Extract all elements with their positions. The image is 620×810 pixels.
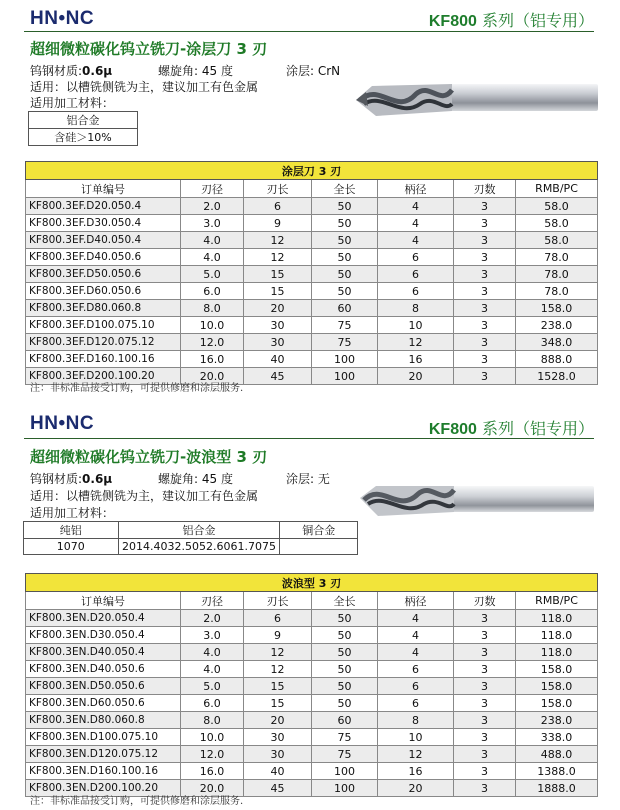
table-cell: 50: [312, 215, 378, 232]
table-row: [26, 661, 598, 678]
table-cell: 3: [454, 368, 516, 385]
col-header: RMB/PC: [516, 592, 598, 610]
table-cell: 100: [312, 763, 378, 780]
table-cell: 1888.0: [516, 780, 598, 797]
order-code-cell: KF800.3EF.D200.100.20: [26, 368, 181, 385]
table-cell: 50: [312, 198, 378, 215]
order-code-cell: KF800.3EN.D80.060.8: [26, 712, 181, 729]
col-header: 刃径: [181, 180, 244, 198]
table-cell: 100: [312, 368, 378, 385]
table-cell: 5.0: [181, 266, 244, 283]
table-cell: 10: [378, 317, 454, 334]
material-header: 铝合金: [118, 522, 280, 539]
table-cell: 3: [454, 232, 516, 249]
table-cell: 12: [244, 644, 312, 661]
table-cell: 10.0: [181, 317, 244, 334]
table-cell: 15: [244, 283, 312, 300]
order-code-cell: KF800.3EN.D20.050.4: [26, 610, 181, 627]
col-header: 订单编号: [26, 592, 181, 610]
series-code: KF800: [428, 421, 477, 438]
table-cell: 4: [378, 610, 454, 627]
table-cell: 45: [244, 780, 312, 797]
spec-applicable: 适用加工材料：: [30, 506, 115, 520]
section-coated: [0, 0, 620, 400]
table-cell: 50: [312, 644, 378, 661]
table-cell: 20: [378, 780, 454, 797]
series-label: [429, 416, 594, 439]
series-code: KF800: [428, 13, 477, 30]
table-cell: 30: [244, 729, 312, 746]
material-table: [23, 521, 358, 555]
table-cell: 3: [454, 300, 516, 317]
table-cell: 4.0: [181, 249, 244, 266]
table-cell: 12: [378, 746, 454, 763]
table-cell: 888.0: [516, 351, 598, 368]
table-cell: 3: [454, 334, 516, 351]
spec-material: 钨钢材质:0.6μ: [30, 64, 113, 78]
col-header: 刃长: [244, 180, 312, 198]
table-cell: 50: [312, 610, 378, 627]
end-mill-image: [358, 474, 598, 526]
table-cell: 348.0: [516, 334, 598, 351]
material-table: [28, 111, 138, 146]
brand-logo: HN•NC: [30, 413, 95, 434]
table-cell: 3: [454, 351, 516, 368]
table-row: [26, 198, 598, 215]
brand-logo: HN•NC: [30, 8, 95, 29]
section-wave: [0, 404, 620, 810]
end-mill-image: [352, 70, 602, 128]
order-code-cell: KF800.3EN.D120.075.12: [26, 746, 181, 763]
product-table: [25, 573, 598, 797]
table-cell: 20.0: [181, 368, 244, 385]
table-cell: 238.0: [516, 317, 598, 334]
table-cell: 3: [454, 678, 516, 695]
table-cell: 60: [312, 300, 378, 317]
table-cell: 3: [454, 610, 516, 627]
table-row: [26, 627, 598, 644]
table-cell: 158.0: [516, 300, 598, 317]
table-cell: 78.0: [516, 283, 598, 300]
table-cell: 3: [454, 729, 516, 746]
order-code-cell: KF800.3EN.D60.050.6: [26, 695, 181, 712]
table-cell: 6: [378, 678, 454, 695]
table-cell: 3: [454, 283, 516, 300]
table-cell: 50: [312, 627, 378, 644]
table-cell: 75: [312, 729, 378, 746]
table-cell: 20: [244, 712, 312, 729]
table-caption: 波浪型 3 刃: [26, 574, 598, 592]
col-header: 柄径: [378, 180, 454, 198]
table-cell: 2.0: [181, 610, 244, 627]
order-code-cell: KF800.3EN.D200.100.20: [26, 780, 181, 797]
col-header: 全长: [312, 592, 378, 610]
table-cell: 3: [454, 215, 516, 232]
table-cell: 50: [312, 678, 378, 695]
table-cell: 4.0: [181, 661, 244, 678]
table-cell: 3: [454, 249, 516, 266]
table-cell: 4: [378, 232, 454, 249]
table-cell: 15: [244, 678, 312, 695]
table-row: [26, 746, 598, 763]
material-header: 纯铝: [24, 522, 119, 539]
table-cell: 3: [454, 266, 516, 283]
table-row: [26, 729, 598, 746]
footnote: 注：非标准品接受订购，可提供修磨和涂层服务.: [30, 796, 244, 807]
table-row: [26, 712, 598, 729]
table-row: [26, 610, 598, 627]
table-cell: 6.0: [181, 283, 244, 300]
table-cell: 6: [378, 695, 454, 712]
table-cell: 4.0: [181, 232, 244, 249]
spec-coating: 涂层: CrN: [286, 64, 341, 78]
material-header: 铝合金: [29, 112, 138, 129]
table-cell: 8: [378, 712, 454, 729]
table-cell: 12.0: [181, 334, 244, 351]
table-cell: 78.0: [516, 266, 598, 283]
table-cell: 75: [312, 334, 378, 351]
divider: [24, 31, 594, 32]
table-cell: 12.0: [181, 746, 244, 763]
table-cell: 60: [312, 712, 378, 729]
table-cell: 6: [378, 266, 454, 283]
table-cell: 3: [454, 661, 516, 678]
table-cell: 50: [312, 232, 378, 249]
table-cell: 4.0: [181, 644, 244, 661]
table-cell: 12: [244, 232, 312, 249]
table-row: [26, 763, 598, 780]
table-cell: 488.0: [516, 746, 598, 763]
product-title: 超细微粒碳化钨立铣刀-波浪型 3 刃: [30, 448, 268, 466]
table-cell: 3: [454, 763, 516, 780]
table-row: [26, 283, 598, 300]
table-cell: 8: [378, 300, 454, 317]
material-value: 含硅＞10%: [29, 129, 138, 146]
table-cell: 20.0: [181, 780, 244, 797]
table-cell: 50: [312, 266, 378, 283]
table-row: [26, 317, 598, 334]
material-value: 2014.4032.5052.6061.7075: [118, 539, 280, 555]
table-cell: 3: [454, 712, 516, 729]
table-row: [26, 232, 598, 249]
material-header: 铜合金: [280, 522, 358, 539]
table-cell: 16.0: [181, 763, 244, 780]
table-cell: 158.0: [516, 661, 598, 678]
table-row: [26, 644, 598, 661]
table-cell: 100: [312, 351, 378, 368]
table-cell: 1528.0: [516, 368, 598, 385]
table-cell: 6: [378, 283, 454, 300]
table-cell: 50: [312, 695, 378, 712]
spec-applicable: 适用加工材料：: [30, 96, 115, 110]
table-cell: 6: [244, 610, 312, 627]
table-cell: 58.0: [516, 215, 598, 232]
spec-material: 钨钢材质:0.6μ: [30, 472, 113, 486]
table-cell: 3.0: [181, 627, 244, 644]
order-code-cell: KF800.3EN.D100.075.10: [26, 729, 181, 746]
order-code-cell: KF800.3EN.D40.050.4: [26, 644, 181, 661]
table-row: [26, 266, 598, 283]
col-header: 刃数: [454, 180, 516, 198]
order-code-cell: KF800.3EN.D40.050.6: [26, 661, 181, 678]
col-header: 柄径: [378, 592, 454, 610]
order-code-cell: KF800.3EF.D20.050.4: [26, 198, 181, 215]
table-cell: 3: [454, 746, 516, 763]
product-table: [25, 161, 598, 385]
table-cell: 10.0: [181, 729, 244, 746]
col-header: 订单编号: [26, 180, 181, 198]
table-cell: 5.0: [181, 678, 244, 695]
table-cell: 12: [244, 249, 312, 266]
order-code-cell: KF800.3EF.D100.075.10: [26, 317, 181, 334]
table-cell: 8.0: [181, 300, 244, 317]
table-cell: 118.0: [516, 644, 598, 661]
table-cell: 20: [244, 300, 312, 317]
series-suffix: 系列（铝专用）: [476, 419, 594, 438]
spec-helix: 螺旋角: 45 度: [158, 472, 233, 486]
spec-helix: 螺旋角: 45 度: [158, 64, 233, 78]
table-cell: 58.0: [516, 198, 598, 215]
table-cell: 3: [454, 198, 516, 215]
table-caption: 涂层刀 3 刃: [26, 162, 598, 180]
table-cell: 338.0: [516, 729, 598, 746]
order-code-cell: KF800.3EN.D160.100.16: [26, 763, 181, 780]
table-cell: 75: [312, 746, 378, 763]
divider: [24, 438, 594, 439]
table-cell: 30: [244, 317, 312, 334]
table-cell: 15: [244, 266, 312, 283]
order-code-cell: KF800.3EF.D80.060.8: [26, 300, 181, 317]
table-row: [26, 215, 598, 232]
table-cell: 9: [244, 627, 312, 644]
table-cell: 3.0: [181, 215, 244, 232]
table-cell: 8.0: [181, 712, 244, 729]
col-header: 全长: [312, 180, 378, 198]
table-cell: 2.0: [181, 198, 244, 215]
table-cell: 3: [454, 627, 516, 644]
order-code-cell: KF800.3EF.D160.100.16: [26, 351, 181, 368]
table-cell: 158.0: [516, 678, 598, 695]
table-cell: 20: [378, 368, 454, 385]
table-cell: 16: [378, 351, 454, 368]
table-cell: 15: [244, 695, 312, 712]
table-row: [26, 249, 598, 266]
table-cell: 4: [378, 644, 454, 661]
order-code-cell: KF800.3EF.D120.075.12: [26, 334, 181, 351]
table-cell: 30: [244, 746, 312, 763]
table-cell: 118.0: [516, 610, 598, 627]
table-cell: 3: [454, 644, 516, 661]
table-cell: 12: [378, 334, 454, 351]
order-code-cell: KF800.3EF.D50.050.6: [26, 266, 181, 283]
table-cell: 158.0: [516, 695, 598, 712]
table-row: [26, 300, 598, 317]
table-cell: 4: [378, 215, 454, 232]
footnote: 注：非标准品接受订购，可提供修磨和涂层服务.: [30, 383, 244, 394]
table-cell: 6: [378, 249, 454, 266]
table-cell: 16: [378, 763, 454, 780]
col-header: RMB/PC: [516, 180, 598, 198]
table-cell: 6: [378, 661, 454, 678]
table-cell: 4: [378, 627, 454, 644]
spec-coating: 涂层: 无: [286, 472, 330, 486]
series-suffix: 系列（铝专用）: [476, 11, 594, 30]
material-value: 1070: [24, 539, 119, 555]
table-cell: 45: [244, 368, 312, 385]
order-code-cell: KF800.3EN.D50.050.6: [26, 678, 181, 695]
table-row: [26, 695, 598, 712]
spec-usage: 适用：以槽铣侧铣为主，建议加工有色金属: [30, 80, 259, 94]
table-cell: 75: [312, 317, 378, 334]
table-cell: 40: [244, 351, 312, 368]
table-cell: 3: [454, 317, 516, 334]
table-row: [26, 678, 598, 695]
table-cell: 3: [454, 780, 516, 797]
product-title: 超细微粒碳化钨立铣刀-涂层刀 3 刃: [30, 40, 268, 58]
table-cell: 238.0: [516, 712, 598, 729]
table-cell: 50: [312, 661, 378, 678]
order-code-cell: KF800.3EF.D40.050.4: [26, 232, 181, 249]
table-row: [26, 351, 598, 368]
table-cell: 78.0: [516, 249, 598, 266]
table-cell: 1388.0: [516, 763, 598, 780]
col-header: 刃径: [181, 592, 244, 610]
table-cell: 6.0: [181, 695, 244, 712]
series-label: [429, 8, 594, 31]
col-header: 刃数: [454, 592, 516, 610]
table-cell: 30: [244, 334, 312, 351]
table-cell: 6: [244, 198, 312, 215]
table-cell: 3: [454, 695, 516, 712]
table-cell: 50: [312, 283, 378, 300]
table-cell: 12: [244, 661, 312, 678]
col-header: 刃长: [244, 592, 312, 610]
table-cell: 40: [244, 763, 312, 780]
table-cell: 4: [378, 198, 454, 215]
order-code-cell: KF800.3EN.D30.050.4: [26, 627, 181, 644]
table-row: [26, 334, 598, 351]
spec-usage: 适用：以槽铣侧铣为主，建议加工有色金属: [30, 489, 259, 503]
table-cell: 9: [244, 215, 312, 232]
order-code-cell: KF800.3EF.D60.050.6: [26, 283, 181, 300]
table-cell: 100: [312, 780, 378, 797]
table-cell: 58.0: [516, 232, 598, 249]
order-code-cell: KF800.3EF.D30.050.4: [26, 215, 181, 232]
table-cell: 118.0: [516, 627, 598, 644]
table-cell: 16.0: [181, 351, 244, 368]
table-cell: 10: [378, 729, 454, 746]
material-value: [280, 539, 358, 555]
order-code-cell: KF800.3EF.D40.050.6: [26, 249, 181, 266]
table-cell: 50: [312, 249, 378, 266]
